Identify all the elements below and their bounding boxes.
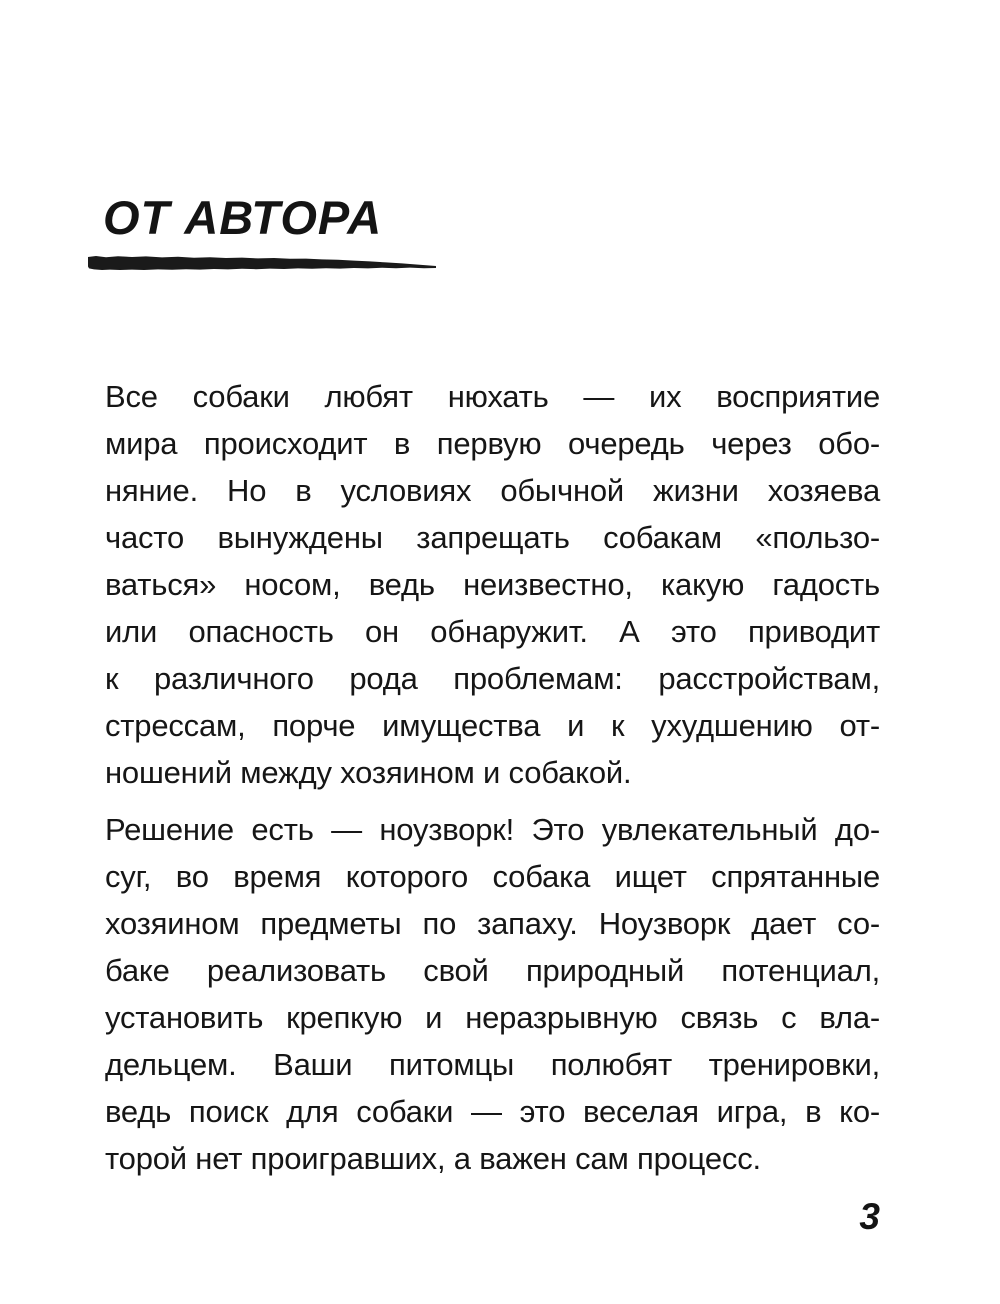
text-line: мира происходит в первую очередь через обо- [105,426,880,461]
paragraph-intro [105,373,880,796]
page-number: 3 [859,1196,880,1237]
text-line: ваться» носом, ведь неизвестно, какую гадость [105,567,880,602]
text-line: установить крепкую и неразрывную связь с вла- [105,1000,880,1035]
text-line: няние. Но в условиях обычной жизни хозяева [105,473,880,508]
text-line: Решение есть — ноузворк! Это увлекательный до- [105,812,880,847]
text-line: суг, во время которого собака ищет спрятанные [105,859,880,894]
text-line: ношений между хозяином и собакой. [105,755,632,790]
text-line: к различного рода проблемам: расстройствам, [105,661,880,696]
text-line: хозяином предметы по запаху. Ноузворк дает со- [105,906,880,941]
brush-stroke-underline [88,253,436,273]
chapter-title: ОТ АВТОРА [103,191,383,244]
text-line: стрессам, порче имущества и к ухудшению от- [105,708,880,743]
text-line: или опасность он обнаружит. А это приводит [105,614,880,649]
text-line: часто вынуждены запрещать собакам «пользо- [105,520,880,555]
paragraph-nosework [105,806,880,1182]
text-line: баке реализовать свой природный потенциал, [105,953,880,988]
text-line: дельцем. Ваши питомцы полюбят тренировки, [105,1047,880,1082]
text-line: торой нет проигравших, а важен сам процесс. [105,1141,761,1176]
text-line: ведь поиск для собаки — это веселая игра, в ко- [105,1094,880,1129]
text-line: Все собаки любят нюхать — их восприятие [105,379,880,414]
